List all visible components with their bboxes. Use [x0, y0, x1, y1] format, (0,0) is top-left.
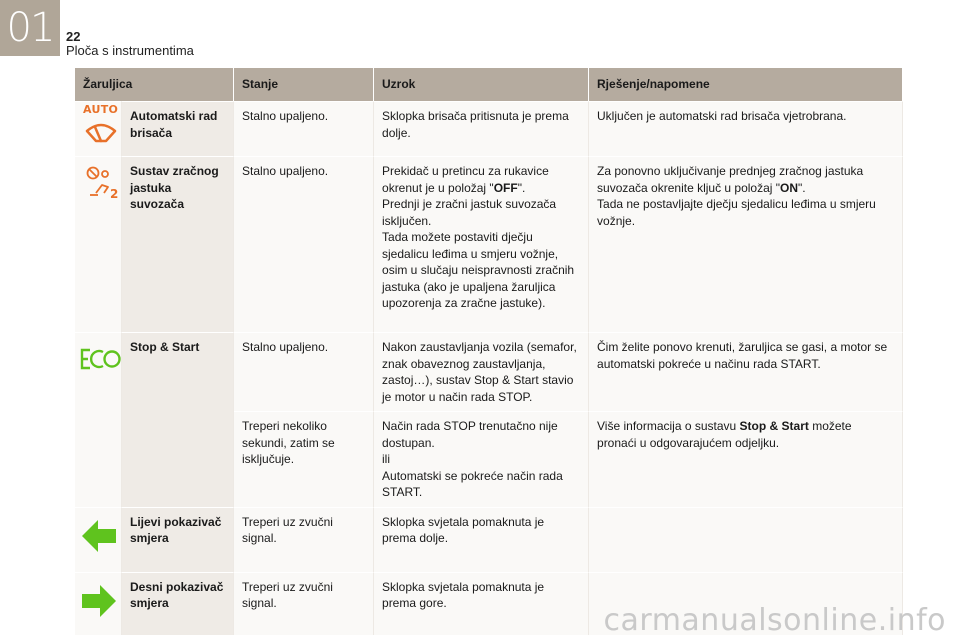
- lamp-icon-cell: [75, 156, 122, 332]
- passenger-airbag-off-icon: [84, 165, 118, 199]
- lamp-name: Stop & Start: [122, 332, 234, 507]
- cause-text: Način rada STOP trenutačno nije dostupan.: [382, 419, 558, 450]
- lamp-state: Treperi uz zvučni signal.: [234, 572, 374, 635]
- lamp-icon-cell: [75, 332, 122, 507]
- auto-label: AUTO: [83, 103, 119, 116]
- solution-keyword: ON: [780, 180, 799, 195]
- lamp-name: Desni pokazivač smjera: [122, 572, 234, 635]
- lamp-state: Stalno upaljeno.: [234, 332, 374, 411]
- lamp-cause: Sklopka brisača pritisnuta je prema dolje.: [374, 101, 589, 156]
- col-header-state: Stanje: [234, 68, 374, 101]
- solution-text: Više informacija o sustavu: [597, 419, 740, 433]
- lamp-cause: [374, 156, 589, 332]
- lamp-state: Stalno upaljeno.: [234, 101, 374, 156]
- lamp-state: Stalno upaljeno.: [234, 156, 374, 332]
- eco-icon: [79, 347, 121, 371]
- chapter-tab: 01: [0, 0, 60, 56]
- left-arrow-icon: [81, 518, 117, 554]
- lamp-cause: Sklopka svjetala pomaknuta je prema gore.: [374, 572, 589, 635]
- cause-text: ".: [517, 180, 526, 195]
- lamp-cause: Nakon zaustavljanja vozila (semafor, znak obaveznog zaustavljanja, zastoj…), sustav Stop & Start stavio je motor u način rada STOP.: [374, 332, 589, 411]
- lamp-solution: [589, 411, 903, 507]
- wiper-auto-icon: [83, 102, 119, 148]
- solution-text: Tada ne postavljajte dječju sjedalicu leđima u smjeru vožnje.: [597, 197, 876, 228]
- lamp-solution: [589, 156, 903, 332]
- solution-text: ".: [798, 180, 806, 195]
- cause-text: Tada možete postaviti dječju sjedalicu leđima u smjeru vožnje, osim u slučaju neispravnosti zračnih jastuka (ako je upaljena žaruljica upozorenja za zračne jastuke).: [382, 230, 575, 310]
- solution-text: Za ponovno uključivanje prednjeg zračnog jastuka suvozača okrenite ključ u položaj ": [597, 164, 864, 195]
- lamp-solution: Čim želite ponovo krenuti, žaruljica se gasi, a motor se automatski pokreće u načinu rada START.: [589, 332, 903, 411]
- page-number: 22: [66, 29, 81, 44]
- lamp-name: Sustav zračnog jastuka suvozača: [122, 156, 234, 332]
- cause-text: Automatski se pokreće način rada START.: [382, 468, 563, 499]
- page-title: Ploča s instrumentima: [66, 43, 194, 58]
- svg-text:2: 2: [110, 187, 118, 199]
- cause-text: ili: [382, 452, 391, 466]
- col-header-cause: Uzrok: [374, 68, 589, 101]
- lamp-icon-cell: [75, 507, 122, 572]
- lamp-name: Lijevi pokazivač smjera: [122, 507, 234, 572]
- lamp-cause: [374, 411, 589, 507]
- solution-text: možete pronaći u odgovarajućem odjeljku.: [597, 419, 852, 450]
- lamp-solution: Uključen je automatski rad brisača vjetrobrana.: [589, 101, 903, 156]
- lamp-solution: [589, 507, 903, 572]
- table-row: [75, 156, 903, 332]
- warning-lights-table: [75, 68, 903, 635]
- table-row: [75, 332, 903, 411]
- watermark: carmanualsonline.info: [603, 603, 946, 638]
- lamp-state: Treperi nekoliko sekundi, zatim se isključuje.: [234, 411, 374, 507]
- cause-text: Prekidač u pretincu za rukavice okrenut je u položaj ": [382, 164, 549, 195]
- solution-keyword: Stop & Start: [739, 419, 809, 433]
- lamp-icon-cell: [75, 101, 122, 156]
- lamp-cause: Sklopka svjetala pomaknuta je prema dolje.: [374, 507, 589, 572]
- lamp-state: Treperi uz zvučni signal.: [234, 507, 374, 572]
- right-arrow-icon: [81, 583, 117, 619]
- table-row: [75, 101, 903, 156]
- table-row: [75, 507, 903, 572]
- lamp-icon-cell: [75, 572, 122, 635]
- col-header-lamp: Žaruljica: [75, 68, 234, 101]
- lamp-name: Automatski rad brisača: [122, 101, 234, 156]
- col-header-solution: Rješenje/napomene: [589, 68, 903, 101]
- cause-text: Prednji je zračni jastuk suvozača isključen.: [382, 197, 557, 228]
- cause-keyword: OFF: [493, 180, 518, 195]
